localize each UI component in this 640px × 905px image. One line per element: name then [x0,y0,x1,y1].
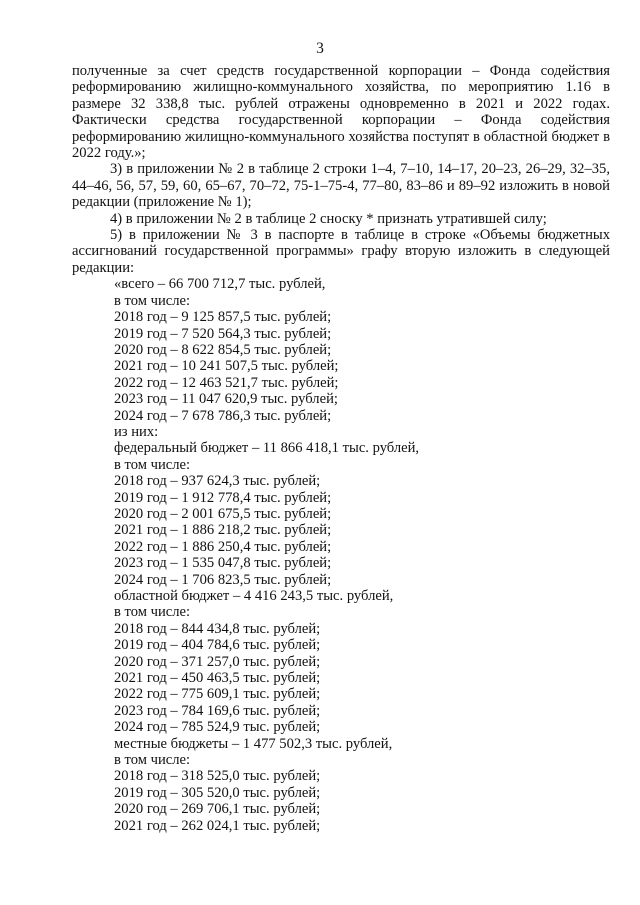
list-item: в том числе: [114,292,191,309]
paragraph-item-5: 5) в приложении № 3 в паспорте в таблице в строке «Объемы бюджетных ассигнований государственной программы» графу вторую изложить в следующей редакции: [72,227,610,276]
list-item: 2022 год – 12 463 521,7 тыс. рублей; [114,374,339,391]
list-item: из них: [114,423,159,440]
list-item: 2019 год – 404 784,6 тыс. рублей; [114,637,321,654]
list-item: 2023 год – 784 169,6 тыс. рублей; [114,702,321,719]
list-item: в том числе: [114,456,191,473]
list-item: 2021 год – 450 463,5 тыс. рублей; [114,670,321,687]
list-item: областной бюджет – 4 416 243,5 тыс. рублей, [114,588,394,604]
list-item: 2019 год – 1 912 778,4 тыс. рублей; [114,489,332,506]
list-item: 2023 год – 11 047 620,9 тыс. рублей; [114,391,338,408]
paragraph-continuation: полученные за счет средств государственной корпорации – Фонда содействия реформированию жилищно-коммунального хозяйства, по мероприятию 1.16 в размере 32 338,8 тыс. рублей отражены одновременно в 2021 и 2022 годах. Фактически средства государственной корпорации – Фонда содействия реформированию жилищно-коммунального хозяйства поступят в областной бюджет в 2022 году.»; [72,63,610,162]
list-item: 2018 год – 9 125 857,5 тыс. рублей; [114,309,332,326]
list-item: федеральный бюджет – 11 866 418,1 тыс. рублей, [114,440,420,457]
paragraph-item-4: 4) в приложении № 2 в таблице 2 сноску * признать утратившей силу; [110,210,547,227]
list-item: 2020 год – 371 257,0 тыс. рублей; [114,653,321,670]
list-item: 2020 год – 8 622 854,5 тыс. рублей; [114,341,332,358]
budget-figures-list [114,276,610,834]
list-item: 2024 год – 7 678 786,3 тыс. рублей; [114,407,332,424]
list-item: 2022 год – 1 886 250,4 тыс. рублей; [114,538,332,555]
list-item: в том числе: [114,752,191,769]
list-item: «всего – 66 700 712,7 тыс. рублей, [114,276,326,293]
list-item: 2020 год – 269 706,1 тыс. рублей; [114,801,321,818]
list-item: 2024 год – 1 706 823,5 тыс. рублей; [114,571,332,588]
list-item: 2019 год – 7 520 564,3 тыс. рублей; [114,325,332,342]
list-item: местные бюджеты – 1 477 502,3 тыс. рублей, [114,735,393,752]
paragraph-item-3: 3) в приложении № 2 в таблице 2 строки 1–4, 7–10, 14–17, 20–23, 26–29, 32–35, 44–46, 56, 57, 59, 60, 65–67, 70–72, 75-1–75-4, 77–80, 83–86 и 89–92 изложить в новой редакции (приложение № 1); [72,161,610,211]
document-body [72,63,610,834]
list-item: 2021 год – 262 024,1 тыс. рублей; [114,817,321,834]
list-item: 2018 год – 937 624,3 тыс. рублей; [114,473,321,490]
list-item: 2018 год – 318 525,0 тыс. рублей; [114,768,321,785]
list-item: 2018 год – 844 434,8 тыс. рублей; [114,620,321,637]
list-item: 2022 год – 775 609,1 тыс. рублей; [114,686,321,703]
page-number: 3 [316,40,324,57]
list-item: 2021 год – 10 241 507,5 тыс. рублей; [114,358,339,375]
list-item: 2021 год – 1 886 218,2 тыс. рублей; [114,522,332,539]
list-item: 2024 год – 785 524,9 тыс. рублей; [114,719,321,736]
list-item: 2020 год – 2 001 675,5 тыс. рублей; [114,505,332,522]
list-item: в том числе: [114,604,191,621]
list-item: 2019 год – 305 520,0 тыс. рублей; [114,784,321,801]
list-item: 2023 год – 1 535 047,8 тыс. рублей; [114,555,332,572]
